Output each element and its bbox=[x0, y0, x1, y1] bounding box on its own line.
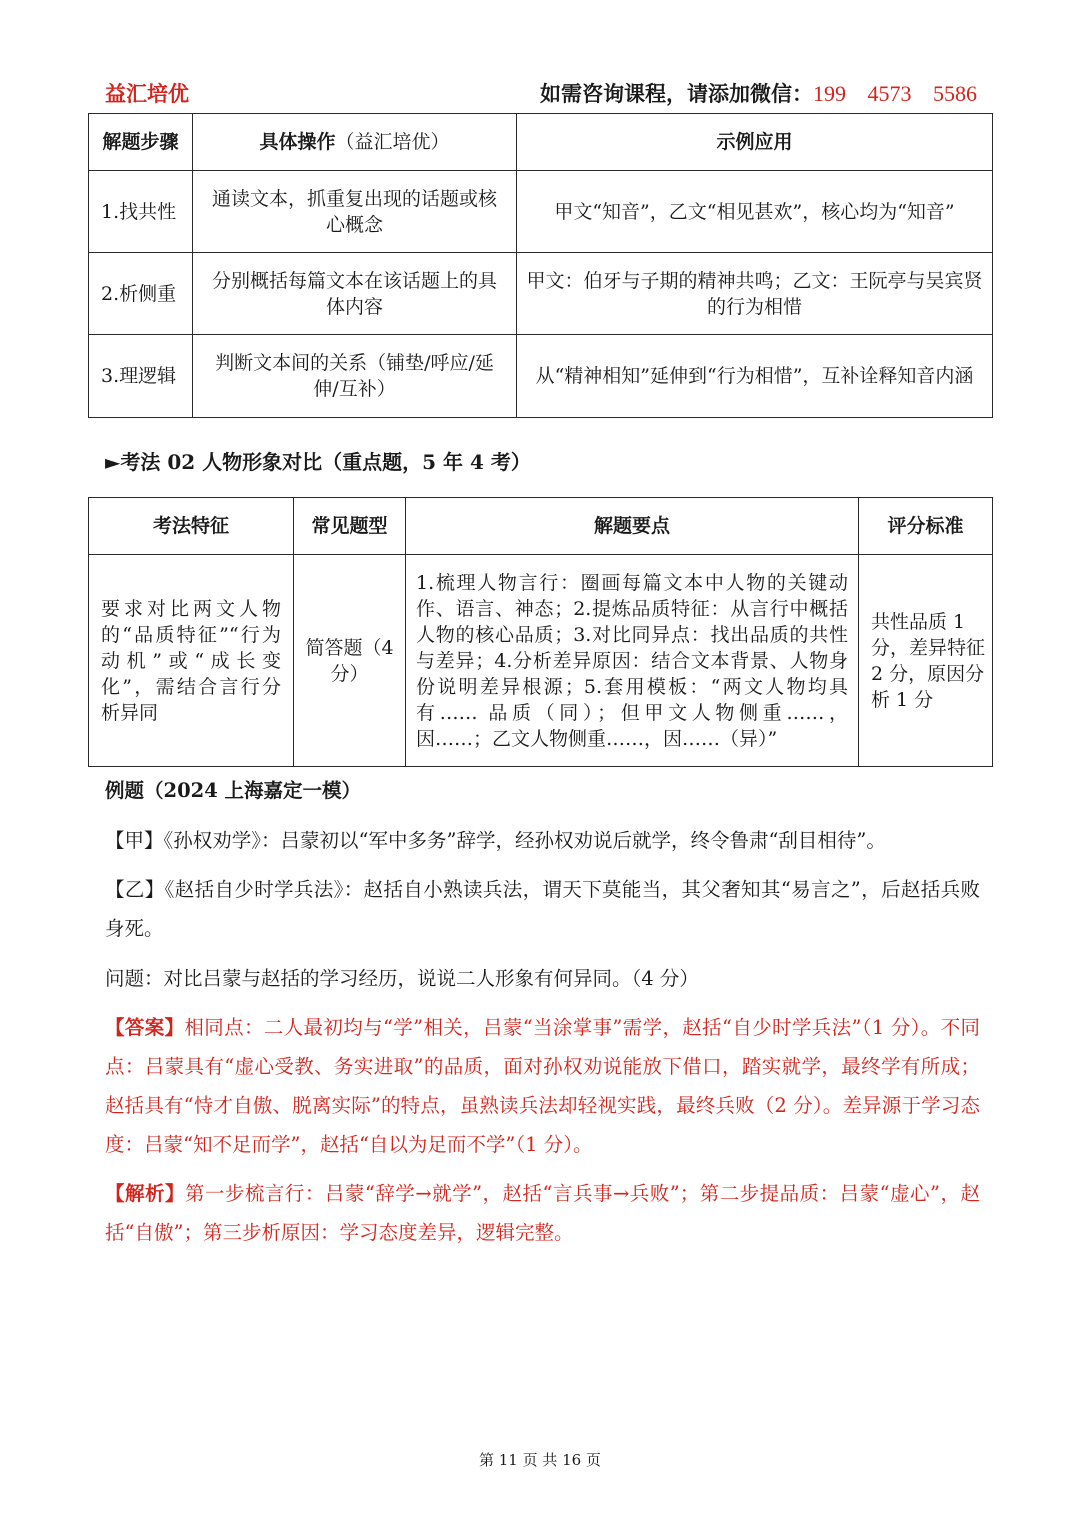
feature-cell: 要求对比两文人物的“品质特征”“行为动机”或“成长变化”，需结合言行分析异同 bbox=[89, 555, 294, 767]
text-jia: 【甲】《孙权劝学》：吕蒙初以“军中多务”辞学，经孙权劝说后就学，终令鲁肃“刮目相待”。 bbox=[105, 829, 886, 852]
example-cell: 从“精神相知”延伸到“行为相惜”，互补诠释知音内涵 bbox=[517, 335, 993, 418]
answer-text: 相同点：二人最初均与“学”相关，吕蒙“当涂掌事”需学，赵括“自少时学兵法”（1 分）。不同点：吕蒙具有“虚心受教、务实进取”的品质，面对孙权劝说能放下借口，踏实就学，最终学有所成；赵括具有“恃才自傲、脱离实际”的特点，虽熟读兵法却轻视实践，最终兵败（2 分）。差异源于学习态度：吕蒙“知不足而学”，赵括“自以为足而不学”（1 分）。 bbox=[105, 1016, 980, 1156]
page-number: 第 11 页 共 16 页 bbox=[478, 1451, 601, 1469]
step-cell: 2.析侧重 bbox=[89, 253, 193, 335]
header-key-points: 解题要点 bbox=[406, 498, 859, 555]
example-title: 例题（2024 上海嘉定一模） bbox=[105, 779, 362, 802]
header-question-type: 常见题型 bbox=[294, 498, 406, 555]
contact-label: 如需咨询课程，请添加微信： bbox=[540, 81, 813, 106]
scoring-cell: 共性品质 1 分，差异特征 2 分，原因分析 1 分 bbox=[859, 555, 993, 767]
table-row bbox=[89, 171, 993, 253]
question-type-cell: 简答题（4 分） bbox=[294, 555, 406, 767]
table-row bbox=[89, 253, 993, 335]
example-cell: 甲文“知音”，乙文“相见甚欢”，核心均为“知音” bbox=[517, 171, 993, 253]
brand-name: 益汇培优 bbox=[105, 81, 189, 106]
answer-label: 【答案】 bbox=[105, 1016, 185, 1039]
header-operation bbox=[193, 114, 517, 171]
table-header-row bbox=[89, 498, 993, 555]
header-feature: 考法特征 bbox=[89, 498, 294, 555]
operation-cell: 判断文本间的关系（铺垫/呼应/延伸/互补） bbox=[193, 335, 517, 418]
header-step: 解题步骤 bbox=[89, 114, 193, 171]
contact-info bbox=[540, 79, 977, 109]
analysis-paragraph bbox=[105, 1174, 980, 1252]
section-title: ►考法 02 人物形象对比（重点题，5 年 4 考） bbox=[105, 450, 531, 474]
step-cell: 1.找共性 bbox=[89, 171, 193, 253]
table-row bbox=[89, 555, 993, 767]
key-points-cell: 1.梳理人物言行：圈画每篇文本中人物的关键动作、语言、神态；2.提炼品质特征：从言行中概括人物的核心品质；3.对比同异点：找出品质的共性与差异；4.分析差异原因：结合文本背景、人物身份说明差异根源；5.套用模板：“两文人物均具有…… 品质（同）；但甲文人物侧重……，因……；乙文人物侧重……，因……（异）” bbox=[406, 555, 859, 767]
table-header-row bbox=[89, 114, 993, 171]
answer-paragraph bbox=[105, 1008, 980, 1164]
steps-table bbox=[88, 113, 993, 418]
operation-cell: 分别概括每篇文本在该话题上的具体内容 bbox=[193, 253, 517, 335]
analysis-label: 【解析】 bbox=[105, 1182, 185, 1205]
header-scoring: 评分标准 bbox=[859, 498, 993, 555]
header-operation-title: 具体操作 bbox=[259, 131, 336, 153]
step-cell: 3.理逻辑 bbox=[89, 335, 193, 418]
character-comparison-table bbox=[88, 497, 993, 767]
operation-cell: 通读文本，抓重复出现的话题或核心概念 bbox=[193, 171, 517, 253]
analysis-text: 第一步梳言行：吕蒙“辞学→就学”，赵括“言兵事→兵败”；第二步提品质：吕蒙“虚心”，赵括“自傲”；第三步析原因：学习态度差异，逻辑完整。 bbox=[105, 1182, 980, 1244]
table-row bbox=[89, 335, 993, 418]
question-text: 问题：对比吕蒙与赵括的学习经历，说说二人形象有何异同。（4 分） bbox=[105, 967, 699, 990]
header-operation-note: （益汇培优） bbox=[335, 131, 450, 153]
example-cell: 甲文：伯牙与子期的精神共鸣；乙文：王阮亭与吴宾贤的行为相惜 bbox=[517, 253, 993, 335]
header-example: 示例应用 bbox=[517, 114, 993, 171]
text-yi: 【乙】《赵括自少时学兵法》：赵括自小熟读兵法，谓天下莫能当，其父奢知其“易言之”，后赵括兵败身死。 bbox=[105, 878, 980, 940]
wechat-number: 199 4573 5586 bbox=[813, 81, 977, 106]
